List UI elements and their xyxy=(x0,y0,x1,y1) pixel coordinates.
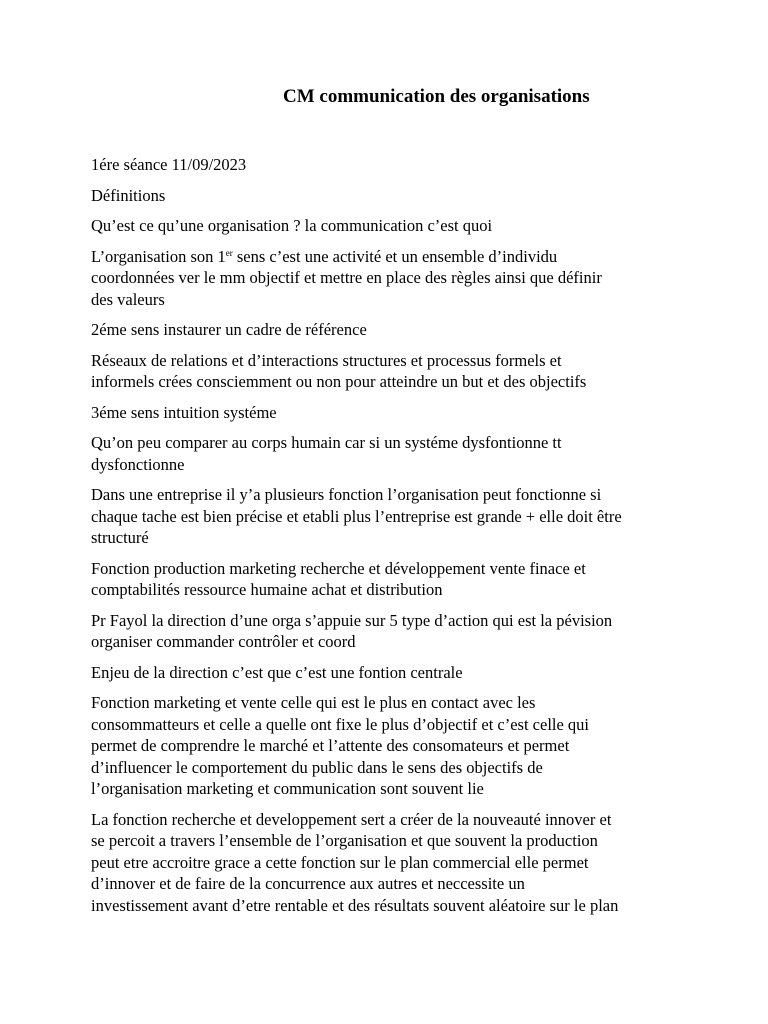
text-line: Pr Fayol la direction d’une orga s’appuie sur 5 type d’action qui est la pévision xyxy=(91,610,613,630)
superscript-ordinal: er xyxy=(225,247,233,258)
text-line: investissement avant d’etre rentable et des résultats souvent aléatoire sur le plan xyxy=(91,895,619,915)
text-line: se percoit a travers l’ensemble de l’organisation et que souvent la production xyxy=(91,831,598,850)
text-line: Fonction marketing et vente celle qui est le plus en contact avec les xyxy=(91,693,536,712)
text-run: sens c’est une activité et un ensemble d’individu xyxy=(232,246,558,266)
text-line: consommatteurs et celle a quelle ont fixe le plus d’objectif et c’est celle qui xyxy=(91,714,590,734)
text-line: l’organisation marketing et communication sont souvent lie xyxy=(91,779,484,798)
paragraph-research-development xyxy=(91,809,691,917)
text-line: d’influencer le comportement du public dans le sens des objectifs de xyxy=(91,757,543,777)
paragraph-enterprise-functions xyxy=(91,484,691,549)
text-line: structuré xyxy=(91,528,149,547)
paragraph-marketing xyxy=(91,692,691,800)
text-line: comptabilités ressource humaine achat et distribution xyxy=(91,580,443,599)
text-line xyxy=(91,246,691,268)
text-line: Enjeu de la direction c’est que c’est une fontion centrale xyxy=(91,662,463,682)
paragraph-direction-stake xyxy=(91,662,691,684)
text-line: permet de comprendre le marché et l’attente des consomateurs et permet xyxy=(91,736,570,755)
document-body xyxy=(91,154,691,925)
text-line: organiser commander contrôler et coord xyxy=(91,632,356,651)
text-line: Réseaux de relations et d’interactions structures et processus formels et xyxy=(91,350,562,370)
paragraph-session-date xyxy=(91,154,691,176)
text-line: La fonction recherche et developpement sert a créer de la nouveauté innover et xyxy=(91,809,612,829)
paragraph-fayol xyxy=(91,610,691,653)
text-line: dysfonctionne xyxy=(91,454,185,474)
paragraph-question xyxy=(91,215,691,237)
text-line: peut etre accroitre grace a cette fonction sur le plan commercial elle permet xyxy=(91,852,589,872)
text-line: 1ére séance 11/09/2023 xyxy=(91,155,247,174)
paragraph-definitions-heading xyxy=(91,185,691,207)
text-line: Définitions xyxy=(91,185,166,205)
text-line: 2éme sens instaurer un cadre de référence xyxy=(91,320,367,339)
text-line: Fonction production marketing recherche et développement vente finace et xyxy=(91,558,586,578)
paragraph-body-comparison xyxy=(91,432,691,475)
text-line: Dans une entreprise il y’a plusieurs fonction l’organisation peut fonctionne si xyxy=(91,485,602,504)
text-line: des valeurs xyxy=(91,289,165,309)
paragraph-first-meaning xyxy=(91,246,691,311)
paragraph-second-meaning xyxy=(91,319,691,341)
text-line: Qu’est ce qu’une organisation ? la communication c’est quoi xyxy=(91,216,493,235)
document-title: CM communication des organisations xyxy=(283,86,590,107)
text-line: d’innover et de faire de la concurrence aux autres et neccessite un xyxy=(91,874,525,893)
text-line: chaque tache est bien précise et etabli plus l’entreprise est grande + elle doit être xyxy=(91,506,622,526)
text-line: Qu’on peu comparer au corps humain car si un systéme dysfontionne tt xyxy=(91,433,562,452)
text-line: informels crées consciemment ou non pour atteindre un but et des objectifs xyxy=(91,372,587,391)
paragraph-networks xyxy=(91,350,691,393)
paragraph-function-list xyxy=(91,558,691,601)
paragraph-third-meaning xyxy=(91,402,691,424)
text-line: coordonnées ver le mm objectif et mettre en place des règles ainsi que définir xyxy=(91,268,602,287)
text-line: 3éme sens intuition systéme xyxy=(91,402,277,422)
text-run: L’organisation son 1 xyxy=(91,246,226,266)
